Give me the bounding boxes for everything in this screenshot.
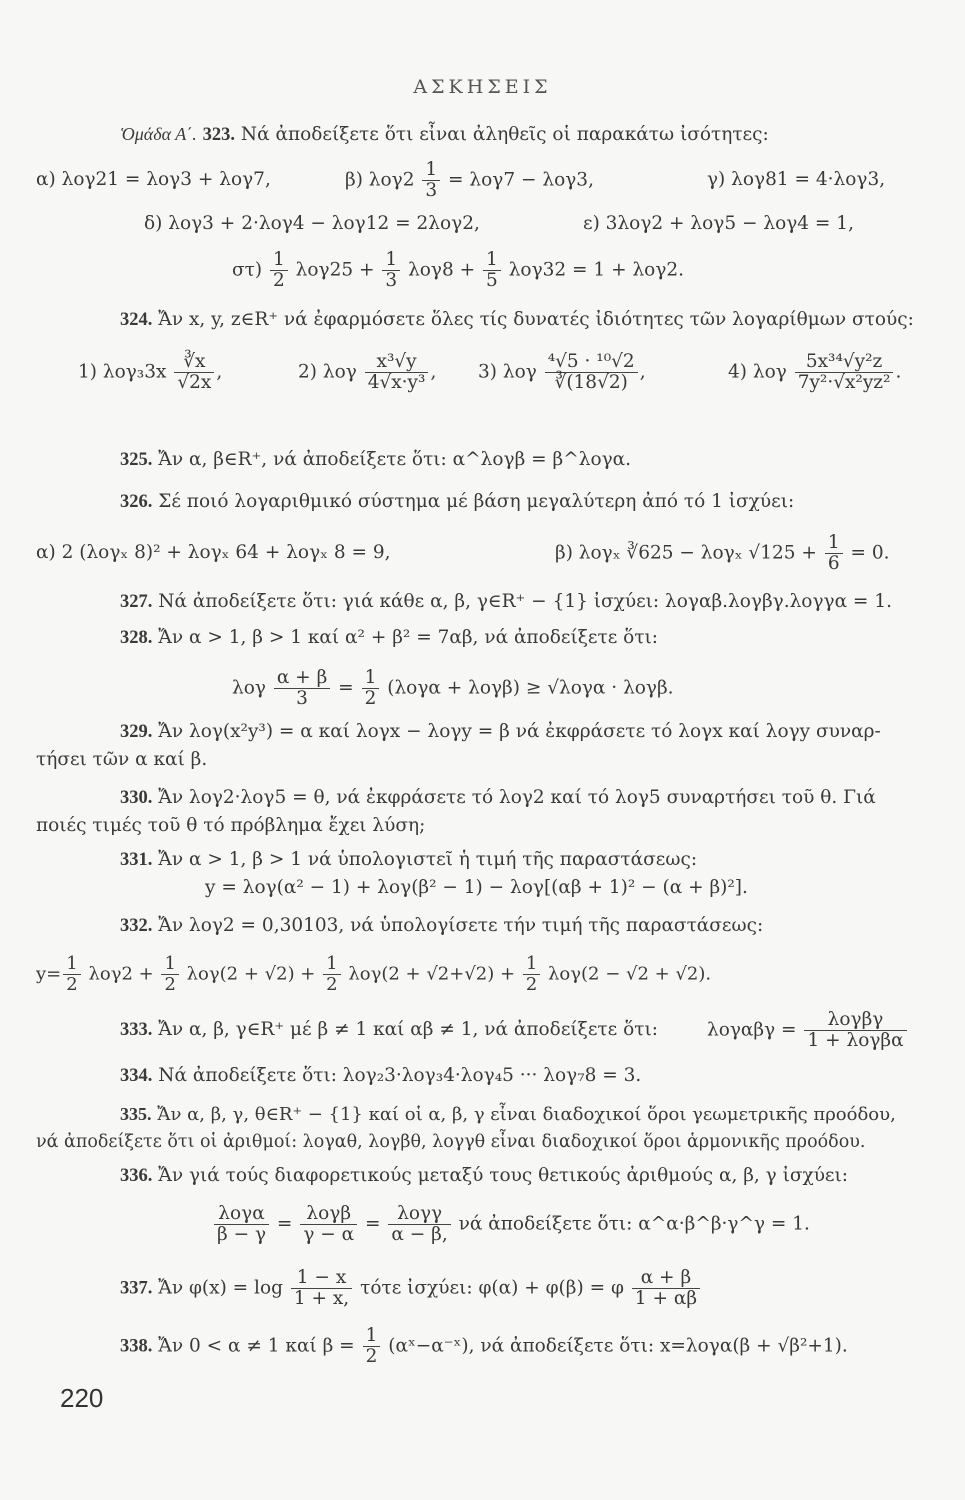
fraction: $\frac{\alpha + \beta}{3}$ xyxy=(274,668,330,709)
page-number: 220 xyxy=(60,1383,104,1413)
identity-e: ε) 3λογ2 + λογ5 − λογ4 = 1, xyxy=(583,213,854,234)
equals: = xyxy=(276,1213,293,1235)
term: λογ32 = 1 + λογ2. xyxy=(508,259,685,281)
exercise-text: Ἄν λογ(x²y³) = α καί λογx − λογy = β νά ἐκφράσετε τό λογx καί λογy συναρ- xyxy=(158,721,881,742)
exercise-334 xyxy=(120,1064,641,1088)
exercise-number: 335. xyxy=(120,1104,152,1124)
exercise-text: Ἄν λογ2·λογ5 = θ, νά ἐκφράσετε τό λογ2 καί τό λογ5 συναρτήσει τοῦ θ. Γιά xyxy=(158,787,876,808)
fraction: $\frac{\text{x³√y}}{\text{4√x·y³}}$ xyxy=(365,352,429,393)
identity-b-right: = λογ7 − λογ3, xyxy=(448,169,594,191)
fraction: $\frac{1}{2}$ xyxy=(362,668,380,709)
exercise-number: 323. xyxy=(202,125,235,145)
formula-right: (λογα + λογβ) ≥ √λογα · λογβ. xyxy=(387,677,674,699)
exercise-text: Ἄν α, β∈R⁺, νά ἀποδείξετε ὅτι: α^λογβ = β^λογα. xyxy=(158,449,632,470)
term: λογ25 + xyxy=(295,259,375,281)
fraction: $\frac{\alpha + \beta}{1 + \alpha\beta}$ xyxy=(632,1268,700,1309)
fraction: $\frac{\text{λογγ}}{\alpha - \beta,}$ xyxy=(388,1204,450,1245)
exercise-number: 330. xyxy=(120,788,153,808)
exercise-number: 336. xyxy=(120,1166,153,1186)
exercise-text: Ἄν α > 1, β > 1 νά ὑπολογιστεῖ ἡ τιμή τῆς παραστάσεως: xyxy=(158,849,698,870)
identity-a: α) λογ21 = λογ3 + λογ7, xyxy=(36,169,271,190)
fraction: $\frac{1}{2}$ xyxy=(523,954,540,995)
fraction: $\frac{1 - x}{1 + x,}$ xyxy=(291,1268,352,1309)
item-326-a: α) 2 (λογₓ 8)² + λογₓ 64 + λογₓ 8 = 9, xyxy=(36,542,391,563)
page-heading: ΑΣΚΗΣΕΙΣ xyxy=(413,76,552,98)
item-326-b xyxy=(555,533,890,574)
exercise-text: Ἄν λογ2 = 0,30103, νά ὑπολογίσετε τήν τιμή τῆς παραστάσεως: xyxy=(158,915,764,936)
fraction: $\frac{1}{2}$ xyxy=(363,1326,381,1367)
exercise-336 xyxy=(120,1164,848,1188)
exercise-number: 334. xyxy=(120,1066,153,1086)
item-label: 1) λογ₃3x xyxy=(78,361,167,383)
exercise-text: Ἄν x, y, z∈R⁺ νά ἐφαρμόσετε ὅλες τίς δυνατές ἰδιότητες τῶν λογαρίθμων στούς: xyxy=(158,309,914,330)
term: λογ(2 − √2 + √2). xyxy=(548,963,712,985)
item-label: 2) λογ xyxy=(298,361,357,383)
exercise-337 xyxy=(120,1268,702,1309)
exercise-323 xyxy=(120,122,769,147)
formula-left: λογ xyxy=(232,677,266,699)
term: λογ8 + xyxy=(408,259,476,281)
item-324-1: 1) λογ₃3x $\frac{∛x}{√2x}$ , xyxy=(78,351,223,393)
term: λογ(2 + √2+√2) + xyxy=(348,963,516,985)
term: λογ(2 + √2) + xyxy=(186,963,316,985)
exercise-text: Ἄν 0 < α ≠ 1 καί β = xyxy=(158,1335,355,1357)
exercise-331 xyxy=(120,848,697,872)
exercise-number: 327. xyxy=(120,592,153,612)
fraction: $\frac{\text{λογβγ}}{\text{1 + λογβα}}$ xyxy=(804,1010,906,1051)
exercise-text: Νά ἀποδείξετε ὅτι: λογ₂3·λογ₃4·λογ₄5 ··· λογ₇8 = 3. xyxy=(158,1065,642,1086)
fraction: $\frac{\text{λογα}}{\beta - \gamma}$ xyxy=(214,1204,269,1245)
exercise-text: (αˣ−α⁻ˣ), νά ἀποδείξετε ὅτι: x=λογα(β + √β²+1). xyxy=(388,1335,848,1357)
exercise-329 xyxy=(120,720,881,744)
formula-336 xyxy=(212,1204,810,1245)
exercise-text: Ἄν γιά τούς διαφορετικούς μεταξύ τους θετικούς ἀριθμούς α, β, γ ἰσχύει: xyxy=(158,1165,849,1186)
identity-b xyxy=(345,160,594,201)
formula-333 xyxy=(707,1010,909,1051)
identity-c: γ) λογ81 = 4·λογ3, xyxy=(707,169,886,190)
exercise-number: 324. xyxy=(120,310,153,330)
fraction: $\frac{1}{6}$ xyxy=(825,533,843,574)
exercise-text: Νά ἀποδείξετε ὅτι εἶναι ἀληθεῖς οἱ παρακάτω ἰσότητες: xyxy=(240,124,769,145)
exercise-number: 332. xyxy=(120,916,153,936)
fraction: $\frac{\text{λογβ}}{\gamma - \alpha}$ xyxy=(300,1204,357,1245)
exercise-number: 328. xyxy=(120,628,153,648)
fraction: $\frac{∛x}{√2x}$ xyxy=(174,352,214,393)
item-label: 4) λογ xyxy=(728,361,787,383)
exercise-number: 331. xyxy=(120,850,153,870)
identity-d: δ) λογ3 + 2·λογ4 − λογ12 = 2λογ2, xyxy=(144,213,480,234)
exercise-332 xyxy=(120,914,763,938)
exercise-text: Ἄν α, β, γ∈R⁺ μέ β ≠ 1 καί αβ ≠ 1, νά ἀποδείξετε ὅτι: xyxy=(158,1019,658,1040)
exercise-335 xyxy=(120,1102,896,1127)
fraction: $\frac{1}{5}$ xyxy=(483,250,501,291)
term: λογ2 + xyxy=(88,963,154,985)
equals: = xyxy=(338,677,354,699)
item-label: 3) λογ xyxy=(478,361,537,383)
item-324-4: 4) λογ $\frac{\text{5x³⁴√y²z}}{\text{7y²·√x²yz²}}$ . xyxy=(728,351,902,393)
identity-st-label: στ) xyxy=(232,259,263,281)
exercise-338 xyxy=(120,1326,848,1367)
expression-332 xyxy=(36,954,711,995)
expression-lhs: y= xyxy=(36,963,62,985)
exercise-335-cont: νά ἀποδείξετε ὅτι οἱ ἀριθμοί: λογαθ, λογβθ, λογγθ εἶναι διαδοχικοί ὅροι ἁρμονικῆς προόδου. xyxy=(36,1132,866,1152)
exercise-328 xyxy=(120,626,658,650)
fraction: $\frac{1}{2}$ xyxy=(63,954,80,995)
exercise-number: 338. xyxy=(120,1336,153,1357)
item-right: = 0. xyxy=(850,542,890,564)
exercise-330-cont: ποιές τιμές τοῦ θ τό πρόβλημα ἔχει λύση; xyxy=(36,815,426,836)
fraction: $\frac{\text{5x³⁴√y²z}}{\text{7y²·√x²yz²}}$ xyxy=(795,352,894,393)
fraction: $\frac{1}{3}$ xyxy=(422,160,440,201)
item-324-2: 2) λογ $\frac{\text{x³√y}}{\text{4√x·y³}}$ , xyxy=(298,351,437,393)
expression-331: y = λογ(α² − 1) + λογ(β² − 1) − λογ[(αβ + 1)² − (α + β)²]. xyxy=(205,877,748,898)
exercise-text: Ἄν α > 1, β > 1 καί α² + β² = 7αβ, νά ἀποδείξετε ὅτι: xyxy=(158,627,659,648)
exercise-325 xyxy=(120,448,631,472)
exercise-text: Νά ἀποδείξετε ὅτι: γιά κάθε α, β, γ∈R⁺ − {1} ἰσχύει: λογαβ.λογβγ.λογγα = 1. xyxy=(158,591,892,612)
item-324-3: 3) λογ $\frac{\text{⁴√5 · ¹⁰√2}}{∛(18√2)}$ , xyxy=(478,351,646,393)
exercise-text: τότε ἰσχύει: φ(α) + φ(β) = φ xyxy=(360,1277,624,1299)
exercise-333 xyxy=(120,1018,658,1042)
fraction: $\frac{1}{2}$ xyxy=(270,250,288,291)
item-left: β) λογₓ ∛625 − λογₓ √125 + xyxy=(555,542,817,564)
exercise-number: 326. xyxy=(120,492,153,512)
fraction: $\frac{1}{2}$ xyxy=(161,954,178,995)
fraction: $\frac{1}{2}$ xyxy=(323,954,340,995)
group-label: Ὁμάδα Α΄. xyxy=(120,124,197,144)
formula-328 xyxy=(232,668,674,709)
formula-claim: νά ἀποδείξετε ὅτι: α^α·β^β·γ^γ = 1. xyxy=(458,1213,810,1235)
exercise-number: 329. xyxy=(120,722,153,742)
equals: = xyxy=(365,1213,381,1235)
identity-st xyxy=(232,250,684,291)
fraction: $\frac{1}{3}$ xyxy=(382,250,400,291)
exercise-326 xyxy=(120,490,794,514)
exercise-number: 337. xyxy=(120,1278,153,1299)
exercise-324 xyxy=(120,308,914,332)
identity-b-left: β) λογ2 xyxy=(345,169,415,191)
exercise-327 xyxy=(120,590,892,614)
exercise-text: Ἄν φ(x) = log xyxy=(158,1277,283,1299)
exercise-number: 325. xyxy=(120,450,153,470)
exercise-330 xyxy=(120,786,876,810)
exercise-329-cont: τήσει τῶν α καί β. xyxy=(36,749,208,770)
exercise-text: Ἄν α, β, γ, θ∈R⁺ − {1} καί οἱ α, β, γ εἶναι διαδοχικοί ὅροι γεωμετρικῆς προόδου, xyxy=(157,1104,896,1125)
formula-left: λογαβγ = xyxy=(707,1019,797,1041)
fraction: $\frac{\text{⁴√5 · ¹⁰√2}}{∛(18√2)}$ xyxy=(545,352,638,393)
exercise-text: Σέ ποιό λογαριθμικό σύστημα μέ βάση μεγαλύτερη ἀπό τό 1 ἰσχύει: xyxy=(158,491,795,512)
exercise-number: 333. xyxy=(120,1020,153,1040)
